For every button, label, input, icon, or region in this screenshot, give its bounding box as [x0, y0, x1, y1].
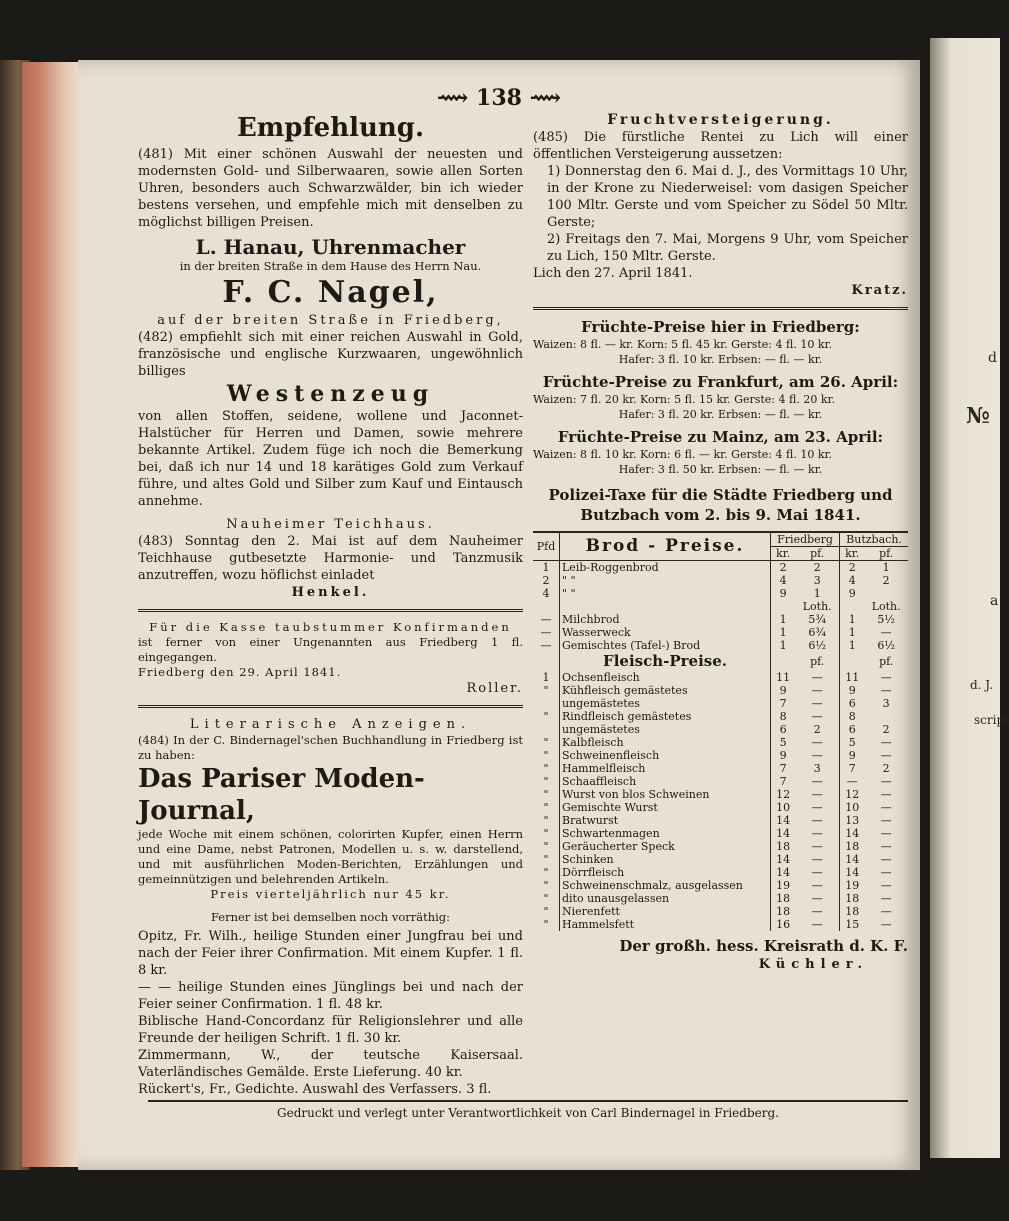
- westenzeug-heading: Westenzeug: [226, 381, 435, 407]
- row-item: Gemischtes (Tafel-) Brod: [560, 639, 771, 652]
- row-item: Schweinenfleisch: [560, 749, 771, 762]
- row-qty: 2: [542, 574, 550, 587]
- table-row: [533, 710, 908, 723]
- row-qty: ": [543, 879, 549, 892]
- row-butzbach-kr: 15: [840, 918, 865, 931]
- row-friedberg-kr: 1: [771, 613, 796, 626]
- row-qty: ": [543, 736, 549, 749]
- table-row: [533, 840, 908, 853]
- row-friedberg-pf: —: [811, 827, 823, 840]
- row-butzbach-kr: 18: [840, 892, 865, 905]
- row-friedberg-kr: 6: [771, 723, 796, 736]
- row-butzbach-kr: 9: [840, 749, 865, 762]
- row-butzbach-pf: —: [880, 814, 892, 827]
- next-page-fragment: d. J.: [970, 678, 994, 692]
- row-item: Gemischte Wurst: [560, 801, 771, 814]
- table-section-row: [533, 652, 908, 671]
- row-friedberg-pf: —: [811, 905, 823, 918]
- row-friedberg-kr: 7: [771, 697, 796, 710]
- row-butzbach-pf: 2: [882, 723, 890, 736]
- row-friedberg-kr: 7: [771, 762, 796, 775]
- row-item: " ": [560, 587, 771, 600]
- row-item: Kühfleisch gemästetes: [560, 684, 771, 697]
- row-butzbach-pf: —: [880, 626, 892, 639]
- kasse-text: ist ferner von einer Ungenannten aus Friedberg 1 fl. eingegangen.: [138, 635, 523, 664]
- row-friedberg-pf: —: [811, 840, 823, 853]
- row-butzbach-kr: 19: [840, 879, 865, 892]
- row-item: Wurst von blos Schweinen: [560, 788, 771, 801]
- row-item: Nierenfett: [560, 905, 771, 918]
- row-butzbach-pf: —: [880, 840, 892, 853]
- row-butzbach-pf: —: [880, 684, 892, 697]
- col-pf: pf.: [864, 547, 908, 561]
- table-row: [533, 574, 908, 587]
- row-item: Rindfleisch gemästetes: [560, 710, 771, 723]
- row-item: Bratwurst: [560, 814, 771, 827]
- prices-line: Hafer: 3 fl. 20 kr. Erbsen: — fl. — kr.: [618, 408, 823, 421]
- row-qty: ": [543, 892, 549, 905]
- prices-friedberg-heading: Früchte-Preise hier in Friedberg:: [581, 318, 860, 336]
- row-friedberg-pf: —: [811, 684, 823, 697]
- row-friedberg-kr: 10: [771, 801, 796, 814]
- journal-description: jede Woche mit einem schönen, colorirten Kupfer, einen Herrn und eine Dame, nebst Patronen, Modellen u. s. w. darstellend, und mit ausführlichen Moden-Berichten, Erzählungen und gemeinnützigen und belehrenden Artikeln.: [138, 827, 523, 886]
- row-qty: —: [540, 639, 552, 652]
- ad-485: (485) Die fürstliche Rentei zu Lich will einer öffentlichen Versteigerung aussetzen:: [533, 130, 908, 162]
- row-friedberg-kr: 8: [771, 710, 796, 723]
- table-row: [533, 814, 908, 827]
- hanau-address: in der breiten Straße in dem Hause des Herrn Nau.: [179, 259, 482, 273]
- row-friedberg-kr: 1: [771, 639, 796, 652]
- row-butzbach-kr: [840, 600, 865, 613]
- prices-line: Waizen: 7 fl. 20 kr. Korn: 5 fl. 15 kr. Gerste: 4 fl. 20 kr.: [533, 393, 836, 406]
- row-item: ungemästetes: [560, 723, 771, 736]
- row-friedberg-pf: —: [811, 671, 823, 684]
- row-butzbach-pf: 6½: [877, 639, 895, 652]
- row-butzbach-kr: 9: [840, 587, 865, 600]
- auction-item-2: 2) Freitags den 7. Mai, Morgens 9 Uhr, vom Speicher zu Lich, 150 Mltr. Gerste.: [547, 232, 908, 264]
- kratz-signature: Kratz.: [851, 283, 908, 298]
- row-butzbach-kr: 7: [840, 762, 865, 775]
- table-row: [533, 905, 908, 918]
- row-qty: ": [543, 853, 549, 866]
- row-friedberg-pf: 6½: [808, 639, 827, 652]
- next-page-strip: [930, 38, 1009, 1158]
- row-butzbach-pf: 1: [882, 561, 890, 574]
- row-qty: —: [540, 626, 552, 639]
- row-item: Leib-Roggenbrod: [560, 561, 771, 575]
- row-friedberg-kr: 14: [771, 814, 796, 827]
- row-item: Hammelsfett: [560, 918, 771, 931]
- empfehlung-heading: Empfehlung.: [236, 113, 425, 143]
- prices-line: Waizen: 8 fl. 10 kr. Korn: 6 fl. — kr. Gerste: 4 fl. 10 kr.: [533, 448, 833, 461]
- prices-friedberg: [533, 318, 908, 367]
- row-butzbach-kr: 9: [840, 684, 865, 697]
- row-friedberg-pf: —: [811, 853, 823, 866]
- row-butzbach-kr: 14: [840, 866, 865, 879]
- row-qty: 1: [542, 561, 550, 574]
- ornament-right: ⟿: [521, 85, 562, 111]
- row-friedberg-kr: 16: [771, 918, 796, 931]
- brod-table-body: [533, 561, 908, 653]
- row-butzbach-pf: —: [880, 671, 892, 684]
- row-item: Schweinenschmalz, ausgelassen: [560, 879, 771, 892]
- row-friedberg-pf: —: [811, 775, 823, 788]
- row-friedberg-pf: 2: [813, 723, 821, 736]
- row-friedberg-kr: 5: [771, 736, 796, 749]
- table-row: [533, 600, 908, 613]
- row-butzbach-pf: [864, 587, 908, 600]
- row-friedberg-pf: —: [811, 801, 823, 814]
- row-qty: ": [543, 918, 549, 931]
- ornament-left: ⟿: [436, 85, 477, 111]
- table-row: [533, 775, 908, 788]
- row-butzbach-pf: 3: [882, 697, 890, 710]
- row-item: Schwartenmagen: [560, 827, 771, 840]
- table-row: [533, 853, 908, 866]
- row-item: Kalbfleisch: [560, 736, 771, 749]
- row-qty: ": [543, 684, 549, 697]
- divider: [138, 705, 523, 708]
- row-butzbach-kr: 1: [840, 639, 865, 652]
- col-butzbach: Butzbach.: [840, 532, 908, 547]
- right-column: [533, 112, 908, 973]
- col-pf: pf.: [795, 547, 839, 561]
- row-butzbach-pf: —: [880, 879, 892, 892]
- row-butzbach-pf: —: [880, 905, 892, 918]
- row-butzbach-kr: 8: [840, 710, 865, 723]
- row-item: Hammelfleisch: [560, 762, 771, 775]
- row-friedberg-pf: 5¾: [808, 613, 827, 626]
- table-row: [533, 697, 908, 710]
- table-row: [533, 613, 908, 626]
- row-butzbach-pf: —: [880, 788, 892, 801]
- row-butzbach-pf: —: [880, 749, 892, 762]
- row-friedberg-pf: —: [811, 814, 823, 827]
- ad-482: (482) empfiehlt sich mit einer reichen Auswahl in Gold, französische und englische Kurzwaaren, ungewöhnlich billiges: [138, 330, 523, 379]
- table-row: [533, 736, 908, 749]
- kasse-heading: Für die Kasse taubstummer Konfirmanden: [149, 620, 512, 634]
- row-butzbach-pf: —: [880, 801, 892, 814]
- row-item: dito unausgelassen: [560, 892, 771, 905]
- row-friedberg-pf: —: [811, 710, 823, 723]
- row-butzbach-pf: —: [880, 866, 892, 879]
- book-item: Zimmermann, W., der teutsche Kaisersaal. Vaterländisches Gemälde. Erste Lieferung. 40 kr.: [138, 1048, 523, 1080]
- newspaper-page: [78, 60, 920, 1170]
- table-row: [533, 639, 908, 652]
- row-friedberg-kr: 9: [771, 749, 796, 762]
- left-column: [138, 112, 523, 1098]
- book-item: Opitz, Fr. Wilh., heilige Stunden einer Jungfrau bei und nach der Feier ihrer Confirmation. Mit einem Kupfer. 1 fl. 8 kr.: [138, 929, 523, 978]
- table-row: [533, 918, 908, 931]
- row-butzbach-pf: 2: [882, 574, 890, 587]
- row-butzbach-kr: 1: [840, 626, 865, 639]
- row-friedberg-pf: —: [811, 918, 823, 931]
- divider: [138, 609, 523, 612]
- row-item: " ": [560, 574, 771, 587]
- page-edges: [22, 62, 82, 1167]
- row-item: ungemästetes: [560, 697, 771, 710]
- hanau-name: L. Hanau, Uhrenmacher: [195, 235, 466, 259]
- book-item: Rückert's, Fr., Gedichte. Auswahl des Verfassers. 3 fl.: [138, 1082, 492, 1097]
- row-item: Milchbrod: [560, 613, 771, 626]
- row-friedberg-pf: —: [811, 879, 823, 892]
- prices-frankfurt: [533, 373, 908, 422]
- prices-mainz: [533, 428, 908, 477]
- table-row: [533, 723, 908, 736]
- price-table: [533, 531, 908, 931]
- row-butzbach-pf: [864, 710, 908, 723]
- row-friedberg-kr: 9: [771, 684, 796, 697]
- roller-signature: Roller.: [466, 681, 523, 696]
- row-qty: [533, 697, 560, 710]
- row-friedberg-pf: —: [811, 866, 823, 879]
- row-friedberg-kr: 18: [771, 892, 796, 905]
- row-qty: 4: [542, 587, 550, 600]
- row-item: Ochsenfleisch: [560, 671, 771, 684]
- row-butzbach-kr: 11: [840, 671, 865, 684]
- prices-line: Hafer: 3 fl. 10 kr. Erbsen: — fl. — kr.: [618, 353, 823, 366]
- auction-item-1: 1) Donnerstag den 6. Mai d. J., des Vormittags 10 Uhr, in der Krone zu Niederweisel: vom dasigen Speicher 100 Mltr. Gerste und vom Speicher zu Södel 50 Mltr. Gerste;: [547, 164, 908, 230]
- row-qty: 1: [542, 671, 550, 684]
- next-page-fragment: d: [988, 350, 997, 366]
- table-row: [533, 892, 908, 905]
- row-butzbach-kr: 6: [840, 723, 865, 736]
- row-butzbach-kr: 10: [840, 801, 865, 814]
- col-brod: Brod - Preise.: [560, 532, 771, 561]
- prices-mainz-heading: Früchte-Preise zu Mainz, am 23. April:: [557, 428, 884, 446]
- nagel-name: F. C. Nagel,: [222, 275, 439, 310]
- row-qty: ": [543, 905, 549, 918]
- table-row: [533, 788, 908, 801]
- ad-483: (483) Sonntag den 2. Mai ist auf dem Nauheimer Teichhause gutbesetzte Harmonie- und Tanzmusik anzutreffen, wozu höflichst einladet: [138, 534, 523, 583]
- row-friedberg-pf: 2: [813, 561, 821, 574]
- row-item: Dörrfleisch: [560, 866, 771, 879]
- row-friedberg-kr: 7: [771, 775, 796, 788]
- pf-label: pf.: [879, 655, 894, 668]
- row-qty: ": [543, 840, 549, 853]
- row-friedberg-pf: —: [811, 697, 823, 710]
- polizei-taxe-heading: Polizei-Taxe für die Städte Friedberg und Butzbach vom 2. bis 9. Mai 1841.: [548, 486, 893, 524]
- fruchtversteigerung-heading: Fruchtversteigerung.: [607, 112, 834, 128]
- row-friedberg-kr: 14: [771, 866, 796, 879]
- row-friedberg-kr: 1: [771, 626, 796, 639]
- row-qty: ": [543, 788, 549, 801]
- row-friedberg-pf: —: [811, 892, 823, 905]
- teichhaus-heading: Nauheimer Teichhaus.: [226, 517, 435, 532]
- row-qty: [533, 723, 560, 736]
- divider: [533, 307, 908, 310]
- row-friedberg-pf: 1: [813, 587, 821, 600]
- journal-title: Das Pariser Moden-Journal,: [138, 764, 425, 826]
- row-butzbach-pf: —: [880, 853, 892, 866]
- row-butzbach-pf: —: [880, 918, 892, 931]
- row-butzbach-kr: 14: [840, 853, 865, 866]
- table-row: [533, 587, 908, 600]
- row-qty: ": [543, 710, 549, 723]
- fleisch-table-body: [533, 671, 908, 931]
- row-butzbach-kr: 2: [840, 561, 865, 575]
- henkel-signature: Henkel.: [291, 585, 370, 600]
- row-item: [560, 600, 771, 613]
- fleisch-heading: Fleisch-Preise.: [560, 652, 771, 671]
- kuchler-signature: Küchler.: [758, 957, 868, 972]
- row-butzbach-pf: —: [880, 775, 892, 788]
- row-butzbach-kr: 18: [840, 905, 865, 918]
- row-qty: —: [540, 613, 552, 626]
- pf-label: pf.: [810, 655, 825, 668]
- table-row: [533, 684, 908, 697]
- book-item: Biblische Hand-Concordanz für Religionslehrer und alle Freunde der heiligen Schrift. 1 fl. 30 kr.: [138, 1014, 523, 1046]
- prices-frankfurt-heading: Früchte-Preise zu Frankfurt, am 26. April:: [542, 373, 899, 391]
- next-page-fragment: №: [966, 403, 990, 429]
- row-friedberg-pf: Loth.: [802, 600, 832, 613]
- lich-date: Lich den 27. April 1841.: [533, 266, 693, 281]
- printer-imprint: Gedruckt und verlegt unter Verantwortlichkeit von Carl Bindernagel in Friedberg.: [148, 1100, 908, 1120]
- row-butzbach-pf: 2: [882, 762, 890, 775]
- col-pfd: Pfd: [533, 532, 560, 561]
- row-butzbach-pf: Loth.: [871, 600, 901, 613]
- book-item: — — heilige Stunden eines Jünglings bei und nach der Feier seiner Confirmation. 1 fl. 48 kr.: [138, 980, 523, 1012]
- row-butzbach-kr: 4: [840, 574, 865, 587]
- table-row: [533, 671, 908, 684]
- row-friedberg-kr: 9: [771, 587, 796, 600]
- row-friedberg-kr: 18: [771, 840, 796, 853]
- literarische-heading: Literarische Anzeigen.: [189, 717, 472, 732]
- ad-482-body: von allen Stoffen, seidene, wollene und Jaconnet-Halstücher für Herren und Damen, sowie mehrere bekannte Artikel. Zudem füge ich noch die Bemerkung bei, daß ich nur 14 und 18 karätiges Gold zum Verkauf führe, und altes Gold und Silber zum Kauf und Eintausch annehme.: [138, 409, 523, 509]
- ferner-line: Ferner ist bei demselben noch vorräthig:: [210, 910, 451, 924]
- table-row: [533, 749, 908, 762]
- row-friedberg-kr: 2: [771, 561, 796, 575]
- row-friedberg-pf: —: [811, 749, 823, 762]
- row-butzbach-kr: 5: [840, 736, 865, 749]
- row-friedberg-kr: 18: [771, 905, 796, 918]
- row-friedberg-kr: 11: [771, 671, 796, 684]
- row-butzbach-kr: 14: [840, 827, 865, 840]
- row-butzbach-kr: 6: [840, 697, 865, 710]
- table-header-row: [533, 532, 908, 547]
- row-butzbach-kr: 18: [840, 840, 865, 853]
- row-butzbach-kr: —: [840, 775, 865, 788]
- row-item: Schinken: [560, 853, 771, 866]
- row-qty: ": [543, 801, 549, 814]
- table-row: [533, 762, 908, 775]
- table-row: [533, 866, 908, 879]
- row-friedberg-pf: —: [811, 788, 823, 801]
- kreisrath-line: Der großh. hess. Kreisrath d. K. F.: [619, 937, 908, 955]
- journal-price: Preis vierteljährlich nur 45 kr.: [210, 887, 451, 901]
- row-friedberg-pf: 3: [813, 574, 821, 587]
- row-butzbach-pf: —: [880, 892, 892, 905]
- row-friedberg-kr: [771, 600, 796, 613]
- row-friedberg-pf: —: [811, 736, 823, 749]
- row-butzbach-pf: 5½: [877, 613, 895, 626]
- row-friedberg-kr: 19: [771, 879, 796, 892]
- row-qty: ": [543, 827, 549, 840]
- row-item: Geräucherter Speck: [560, 840, 771, 853]
- row-qty: ": [543, 762, 549, 775]
- ad-481: (481) Mit einer schönen Auswahl der neuesten und modernsten Gold- und Silberwaaren, sowie allen Sorten Uhren, besonders auch Schwarzwälder, bin ich wieder bestens versehen, und empfehle mich mit denselben zu möglichst billigen Preisen.: [138, 147, 523, 230]
- row-qty: [533, 600, 560, 613]
- row-qty: ": [543, 814, 549, 827]
- row-butzbach-pf: —: [880, 827, 892, 840]
- table-row: [533, 827, 908, 840]
- row-butzbach-kr: 12: [840, 788, 865, 801]
- table-row: [533, 879, 908, 892]
- row-friedberg-pf: 6¾: [808, 626, 827, 639]
- fleisch-title-body: [533, 652, 908, 671]
- col-kr: kr.: [771, 547, 796, 561]
- table-row: [533, 626, 908, 639]
- row-friedberg-kr: 12: [771, 788, 796, 801]
- kasse-date: Friedberg den 29. April 1841.: [138, 665, 342, 679]
- row-item: Schaaffleisch: [560, 775, 771, 788]
- table-row: [533, 561, 908, 575]
- row-qty: ": [543, 775, 549, 788]
- row-butzbach-kr: 1: [840, 613, 865, 626]
- prices-line: Waizen: 8 fl. — kr. Korn: 5 fl. 45 kr. Gerste: 4 fl. 10 kr.: [533, 338, 833, 351]
- ad-484: (484) In der C. Bindernagel'schen Buchhandlung in Friedberg ist zu haben:: [138, 733, 523, 762]
- col-kr: kr.: [840, 547, 865, 561]
- row-qty: ": [543, 866, 549, 879]
- col-friedberg: Friedberg: [771, 532, 840, 547]
- row-item: Wasserweck: [560, 626, 771, 639]
- next-page-fragment: script: [974, 713, 1009, 727]
- row-friedberg-kr: 14: [771, 853, 796, 866]
- table-row: [533, 801, 908, 814]
- next-page-fragment: a: [990, 593, 999, 609]
- page-number-text: 138: [476, 85, 522, 111]
- page-number: [78, 85, 920, 111]
- row-butzbach-pf: —: [880, 736, 892, 749]
- prices-line: Hafer: 3 fl. 50 kr. Erbsen: — fl. — kr.: [618, 463, 823, 476]
- row-friedberg-kr: 4: [771, 574, 796, 587]
- row-friedberg-kr: 14: [771, 827, 796, 840]
- row-qty: ": [543, 749, 549, 762]
- row-friedberg-pf: 3: [813, 762, 821, 775]
- nagel-address: auf der breiten Straße in Friedberg,: [157, 313, 504, 328]
- row-butzbach-kr: 13: [840, 814, 865, 827]
